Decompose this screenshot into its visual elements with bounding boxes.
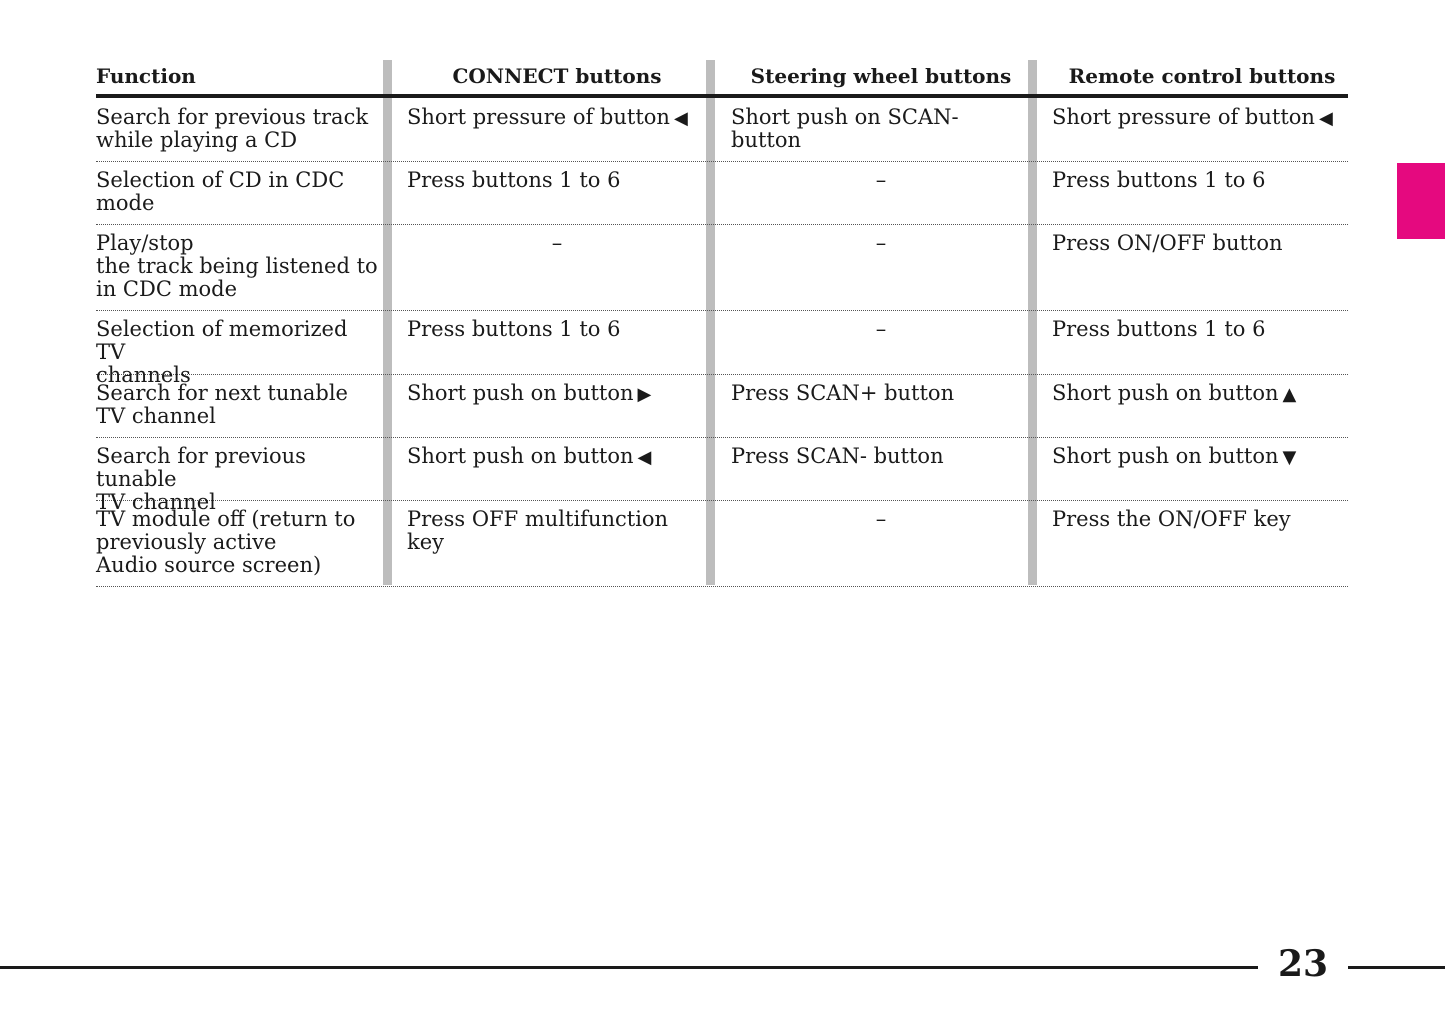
header-connect: CONNECT buttons xyxy=(452,64,662,88)
remote-cell-text: Press buttons 1 to 6 xyxy=(1052,168,1266,192)
connect-cell xyxy=(407,106,707,130)
connect-cell-text: – xyxy=(551,231,563,255)
connect-cell xyxy=(407,318,707,341)
connect-cell-text: Short push on button xyxy=(407,444,634,468)
left-triangle-icon: ◀ xyxy=(637,447,652,468)
connect-cell xyxy=(407,445,707,469)
function-text-line: mode xyxy=(96,191,155,215)
function-text-line: Audio source screen) xyxy=(96,553,322,577)
footer-rule-left xyxy=(0,966,1258,969)
header-remote: Remote control buttons xyxy=(1068,64,1336,88)
function-text-line: Search for previous track xyxy=(96,105,369,129)
function-cell xyxy=(96,106,381,152)
left-triangle-icon: ◀ xyxy=(673,108,688,129)
connect-cell xyxy=(407,382,707,406)
section-tab-marker xyxy=(1397,163,1445,239)
function-text-line: in CDC mode xyxy=(96,277,237,301)
function-text-line: TV channel xyxy=(96,404,216,428)
remote-cell-text: Press the ON/OFF key xyxy=(1052,507,1291,531)
function-text-line: TV module off (return to xyxy=(96,507,356,531)
function-text-line: Search for previous tunable xyxy=(96,444,306,491)
function-text-line: Selection of CD in CDC xyxy=(96,168,345,192)
steering-cell xyxy=(731,445,1031,468)
function-cell xyxy=(96,508,381,577)
page-number: 23 xyxy=(1277,943,1329,985)
right-triangle-icon: ▶ xyxy=(637,384,652,405)
table-row xyxy=(96,310,1348,387)
remote-cell-text: Press ON/OFF button xyxy=(1052,231,1283,255)
remote-cell-text: Short push on button xyxy=(1052,381,1279,405)
remote-cell xyxy=(1052,445,1348,469)
steering-cell-text: – xyxy=(875,168,887,192)
remote-cell xyxy=(1052,232,1348,255)
remote-cell xyxy=(1052,382,1348,406)
connect-cell-text: Short push on button xyxy=(407,381,634,405)
steering-cell-text: – xyxy=(875,507,887,531)
function-text-line: TV channel xyxy=(96,490,216,514)
steering-cell-text: – xyxy=(875,231,887,255)
function-cell xyxy=(96,232,381,301)
remote-cell xyxy=(1052,106,1348,130)
table-row xyxy=(96,98,1348,162)
connect-cell-text: Press buttons 1 to 6 xyxy=(407,317,621,341)
connect-cell-text: Short pressure of button xyxy=(407,105,670,129)
function-text-line: while playing a CD xyxy=(96,128,298,152)
steering-cell xyxy=(731,169,1031,192)
function-text-line: Selection of memorized TV xyxy=(96,317,348,364)
function-text-line: previously active xyxy=(96,530,277,554)
steering-cell-text: Press SCAN- button xyxy=(731,444,944,468)
steering-cell-text: – xyxy=(875,317,887,341)
steering-cell xyxy=(731,106,1031,152)
table-header xyxy=(96,58,1348,98)
function-text-line: channels xyxy=(96,363,191,387)
steering-cell xyxy=(731,508,1031,531)
steering-cell xyxy=(731,232,1031,255)
steering-cell-text: Short push on SCAN- button xyxy=(731,105,959,152)
table-row xyxy=(96,437,1348,514)
down-triangle-icon: ▼ xyxy=(1282,447,1297,468)
remote-cell xyxy=(1052,508,1348,531)
remote-cell xyxy=(1052,169,1348,192)
header-function: Function xyxy=(96,64,196,88)
header-steering: Steering wheel buttons xyxy=(750,64,1012,88)
up-triangle-icon: ▲ xyxy=(1282,384,1297,405)
left-triangle-icon: ◀ xyxy=(1318,108,1333,129)
function-text-line: Play/stop xyxy=(96,231,194,255)
connect-cell-text: Press buttons 1 to 6 xyxy=(407,168,621,192)
connect-cell xyxy=(407,169,707,192)
function-cell xyxy=(96,169,381,215)
function-text-line: the track being listened to xyxy=(96,254,378,278)
connect-cell xyxy=(407,508,707,554)
remote-cell-text: Short pressure of button xyxy=(1052,105,1315,129)
steering-cell xyxy=(731,318,1031,341)
function-cell xyxy=(96,382,381,428)
remote-cell-text: Press buttons 1 to 6 xyxy=(1052,317,1266,341)
footer-rule-right xyxy=(1348,966,1445,969)
remote-cell xyxy=(1052,318,1348,341)
table-row xyxy=(96,374,1348,438)
connect-cell xyxy=(407,232,707,255)
function-text-line: Search for next tunable xyxy=(96,381,348,405)
table-row xyxy=(96,161,1348,225)
remote-cell-text: Short push on button xyxy=(1052,444,1279,468)
table-row xyxy=(96,500,1348,587)
steering-cell-text: Press SCAN+ button xyxy=(731,381,955,405)
steering-cell xyxy=(731,382,1031,405)
table-row xyxy=(96,224,1348,311)
connect-cell-text: Press OFF multifunction key xyxy=(407,507,669,554)
